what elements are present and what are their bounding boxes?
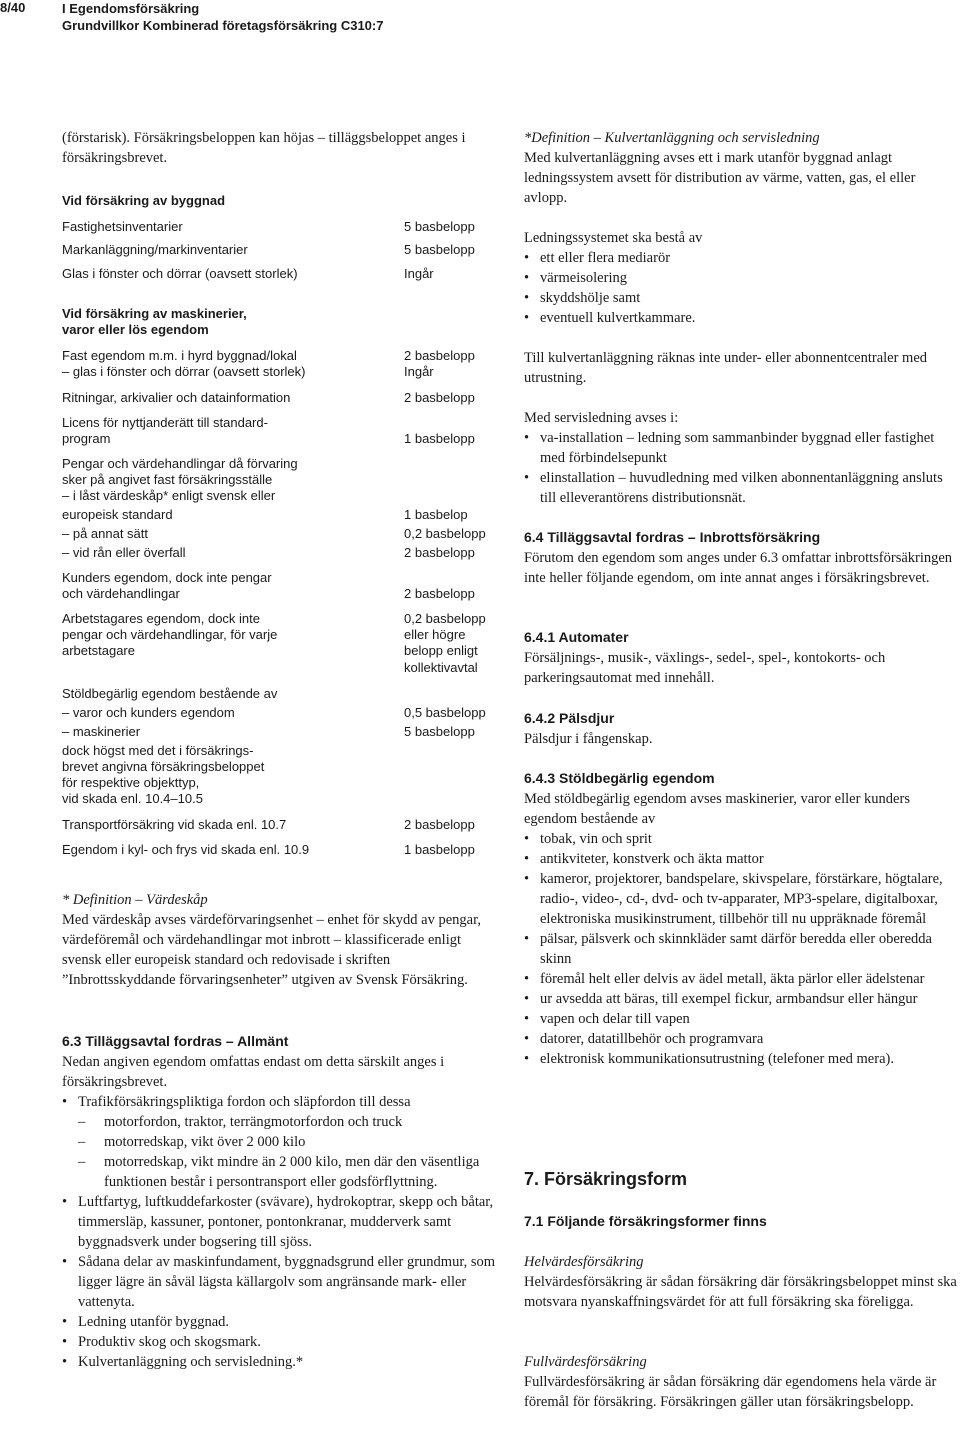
kulvert-note: Till kulvertanläggning räknas inte under- eller abonnentcentraler med utrustning. bbox=[524, 350, 928, 386]
section-6-4-1-body: Försäljnings-, musik-, växlings-, sedel-, spel-, kontokorts- och parkeringsautomat med innehåll. bbox=[524, 650, 886, 686]
list-item: • antikviteter, konstverk och äkta mattor bbox=[524, 849, 960, 869]
table-row-label: dock högst med det i försäkrings- bbox=[62, 743, 254, 758]
definition-title: * Definition – Värdeskåp bbox=[62, 892, 208, 908]
fullvarde-block bbox=[524, 1352, 960, 1412]
table-row-label: Transportförsäkring vid skada enl. 10.7 bbox=[62, 817, 287, 832]
helvarde-title: Helvärdesförsäkring bbox=[524, 1254, 644, 1270]
table-row-label: vid skada enl. 10.4–10.5 bbox=[62, 791, 203, 806]
list-item: • ur avsedda att bäras, till exempel fickur, armbandsur eller hängur bbox=[524, 989, 960, 1009]
section-6-4-title: 6.4 Tilläggsavtal fordras – Inbrottsförsäkring bbox=[524, 529, 821, 545]
table-row-label: Fast egendom m.m. i hyrd byggnad/lokal bbox=[62, 348, 297, 363]
list-item: • värmeisolering bbox=[524, 268, 960, 288]
definition-title: *Definition – Kulvertanläggning och servisledning bbox=[524, 130, 820, 146]
table-row-value: 2 basbelopp bbox=[404, 390, 475, 405]
list-item: • vapen och delar till vapen bbox=[524, 1009, 960, 1029]
definition-kulvert bbox=[524, 128, 960, 208]
ledning-intro: Ledningssystemet ska bestå av bbox=[524, 230, 703, 246]
section-6-4-1-title: 6.4.1 Automater bbox=[524, 629, 629, 645]
table-row-value: 5 basbelopp bbox=[404, 724, 475, 739]
list-item: • Luftfartyg, luftkuddefarkoster (svävare), hydrokoptrar, skepp och båtar, timmersläp, kassuner, pontoner, pontonkranar, mudderverk samt byggnadsverk under bogsering till sjöss. bbox=[62, 1192, 502, 1252]
section-6-4-3-title: 6.4.3 Stöldbegärlig egendom bbox=[524, 770, 715, 786]
definition-vardeskap bbox=[62, 890, 502, 990]
table-row-label: – glas i fönster och dörrar (oavsett storlek) bbox=[62, 364, 306, 379]
table-row-label: Egendom i kyl- och frys vid skada enl. 10.9 bbox=[62, 842, 310, 857]
table-row-label: Vid försäkring av maskinerier, bbox=[62, 306, 247, 321]
table-row-label: Stöldbegärlig egendom bestående av bbox=[62, 686, 278, 701]
list-item: • eventuell kulvertkammare. bbox=[524, 308, 960, 328]
definition-body: Med kulvertanläggning avses ett i mark utanför byggnad anlagt ledningssystem avsett för distribution av värme, vatten, gas, el eller avlopp. bbox=[524, 150, 916, 206]
table-row-value: 2 basbelopp bbox=[404, 545, 475, 560]
table-row-label: och värdehandlingar bbox=[62, 586, 180, 601]
document-header bbox=[62, 0, 383, 34]
list-item: • elinstallation – huvudledning med vilken abonnentanläggning ansluts till elleverantörens distributionsnät. bbox=[524, 468, 960, 508]
table-row-value: 2 basbelopp bbox=[404, 817, 475, 832]
table-row-label: arbetstagare bbox=[62, 643, 135, 658]
definition-body: Med värdeskåp avses värdeförvaringsenhet – enhet för skydd av pengar, värdeföremål och värdehandlingar mot inbrott – klassificerade enligt svensk eller europeisk standard och redovisade i skriften ”Inbrottsskyddande förvaringsenheter” utgiven av Svensk Försäkring. bbox=[62, 912, 481, 988]
section-6-4-3-body bbox=[524, 789, 960, 1069]
fullvarde-body: Fullvärdesförsäkring är sådan försäkring där egendomens hela värde är föremål för försäkring. Försäkringen gäller utan försäkringsbelopp. bbox=[524, 1374, 937, 1410]
list-item: • tobak, vin och sprit bbox=[524, 829, 960, 849]
table-row-value: 5 basbelopp bbox=[404, 219, 475, 234]
table-row-label: pengar och värdehandlingar, för varje bbox=[62, 627, 278, 642]
list-item: • Ledning utanför byggnad. bbox=[62, 1312, 502, 1332]
table-row-label: – i låst värdeskåp* enligt svensk eller bbox=[62, 488, 276, 503]
ledningssystem-block bbox=[524, 228, 960, 328]
section-6-4-body: Förutom den egendom som anges under 6.3 omfattar inbrottsförsäkringen inte heller följande egendom, om inte annat anges i försäkringsbrevet. bbox=[524, 550, 953, 586]
table-row-label: Arbetstagares egendom, dock inte bbox=[62, 611, 261, 626]
table-row-value: 0,5 basbelopp bbox=[404, 705, 486, 720]
list-item: • skyddshölje samt bbox=[524, 288, 960, 308]
list-item: • pälsar, pälsverk och skinnkläder samt därför beredda eller oberedda skinn bbox=[524, 929, 960, 969]
table-row-value: 0,2 basbelopp bbox=[404, 611, 486, 626]
helvarde-body: Helvärdesförsäkring är sådan försäkring där försäkringsbeloppet minst ska motsvara nyanskaffningsvärdet för att full försäkring ska föreligga. bbox=[524, 1274, 957, 1310]
list-item: – motorredskap, vikt mindre än 2 000 kilo, men där den väsentliga funktionen består i persontransport eller godsförflyttning. bbox=[78, 1152, 502, 1192]
table-row-label: Fastighetsinventarier bbox=[62, 219, 183, 234]
table-row-value: eller högre bbox=[404, 627, 466, 642]
table-row-label: – varor och kunders egendom bbox=[62, 705, 235, 720]
list-item: • Produktiv skog och skogsmark. bbox=[62, 1332, 502, 1352]
section-6-4-2-body: Pälsdjur i fångenskap. bbox=[524, 731, 653, 747]
list-item: • kameror, projektorer, bandspelare, skivspelare, förstärkare, högtalare, radio-, video-, cd-, dvd- och tv-apparater, MP3-spelare, digitalboxar, elektroniska musikinstrument, tillbehör till nu uppräknade föremål bbox=[524, 869, 960, 929]
list-item: • datorer, datatillbehör och programvara bbox=[524, 1029, 960, 1049]
list-item: • Kulvertanläggning och servisledning.* bbox=[62, 1352, 502, 1372]
header-title: I Egendomsförsäkring bbox=[62, 1, 200, 16]
fullvarde-title: Fullvärdesförsäkring bbox=[524, 1354, 647, 1370]
table-row-value: kollektivavtal bbox=[404, 660, 478, 675]
list-item: – motorredskap, vikt över 2 000 kilo bbox=[78, 1132, 502, 1152]
table-row-label: Pengar och värdehandlingar då förvaring bbox=[62, 456, 298, 471]
table-row-label: Markanläggning/markinventarier bbox=[62, 242, 248, 257]
section-6-4-3-intro: Med stöldbegärlig egendom avses maskinerier, varor eller kunders egendom bestående av bbox=[524, 791, 910, 827]
table-row-label: Vid försäkring av byggnad bbox=[62, 193, 226, 208]
section-6-3-title: 6.3 Tilläggsavtal fordras – Allmänt bbox=[62, 1033, 289, 1049]
table-row-label: brevet angivna försäkringsbeloppet bbox=[62, 759, 265, 774]
table-row-value: 1 basbelopp bbox=[404, 842, 475, 857]
intro-paragraph: (förstarisk). Försäkringsbeloppen kan höjas – tilläggsbeloppet anges i försäkringsbrevet. bbox=[62, 130, 466, 166]
table-row-value: Ingår bbox=[404, 364, 434, 379]
section-7-title: 7. Försäkringsform bbox=[524, 1169, 688, 1189]
table-row-label: Licens för nyttjanderätt till standard- bbox=[62, 415, 268, 430]
table-row-value: belopp enligt bbox=[404, 643, 478, 658]
table-row-value: 1 basbelop bbox=[404, 507, 468, 522]
table-row-value: 0,2 basbelopp bbox=[404, 526, 486, 541]
table-row-label: Glas i fönster och dörrar (oavsett storlek) bbox=[62, 266, 298, 281]
list-item: • va-installation – ledning som sammanbinder byggnad eller fastighet med förbindelsepunkt bbox=[524, 428, 960, 468]
page-number: 8/40 bbox=[0, 0, 26, 15]
table-row-label: – på annat sätt bbox=[62, 526, 149, 541]
servis-intro: Med servisledning avses i: bbox=[524, 410, 679, 426]
section-6-3-intro: Nedan angiven egendom omfattas endast om detta särskilt anges i försäkringsbrevet. bbox=[62, 1054, 445, 1090]
table-row-label: – maskinerier bbox=[62, 724, 141, 739]
servisledning-block bbox=[524, 408, 960, 508]
table-row-value: 5 basbelopp bbox=[404, 242, 475, 257]
section-6-3-body bbox=[62, 1052, 502, 1372]
header-subtitle: Grundvillkor Kombinerad företagsförsäkring C310:7 bbox=[62, 18, 384, 33]
list-item: • Sådana delar av maskinfundament, byggnadsgrund eller grundmur, som ligger lägre än såväl lägsta källargolv som angränsande mark- eller vattenyta. bbox=[62, 1252, 502, 1312]
table-row-label: Ritningar, arkivalier och datainformation bbox=[62, 390, 291, 405]
table-row-value: 2 basbelopp bbox=[404, 348, 475, 363]
list-item: – motorfordon, traktor, terrängmotorfordon och truck bbox=[78, 1112, 502, 1132]
table-row-label: för respektive objekttyp, bbox=[62, 775, 200, 790]
table-row-value: 1 basbelopp bbox=[404, 431, 475, 446]
table-row-label: sker på angivet fast försäkringsställe bbox=[62, 472, 273, 487]
table-row-value: 2 basbelopp bbox=[404, 586, 475, 601]
section-6-4-2-title: 6.4.2 Pälsdjur bbox=[524, 710, 615, 726]
list-item: • Trafikförsäkringspliktiga fordon och släpfordon till dessa – motorfordon, traktor, terrängmotorfordon och truck – motorredskap, vikt över 2 000 kilo – motorredskap, vikt mindre än 2 000 kilo, men där den väsentliga funktionen består i persontransport eller godsförflyttning. bbox=[62, 1092, 502, 1192]
helvarde-block bbox=[524, 1252, 960, 1312]
table-row-value: Ingår bbox=[404, 266, 434, 281]
list-item: • elektronisk kommunikationsutrustning (telefoner med mera). bbox=[524, 1049, 960, 1069]
table-row-label: – vid rån eller överfall bbox=[62, 545, 186, 560]
table-row-label: Kunders egendom, dock inte pengar bbox=[62, 570, 272, 585]
table-row-label: varor eller lös egendom bbox=[62, 322, 209, 337]
section-7-1-title: 7.1 Följande försäkringsformer finns bbox=[524, 1213, 767, 1229]
table-row-label: europeisk standard bbox=[62, 507, 173, 522]
table-row-label: program bbox=[62, 431, 111, 446]
list-item: • föremål helt eller delvis av ädel metall, äkta pärlor eller ädelstenar bbox=[524, 969, 960, 989]
list-item: • ett eller flera mediarör bbox=[524, 248, 960, 268]
